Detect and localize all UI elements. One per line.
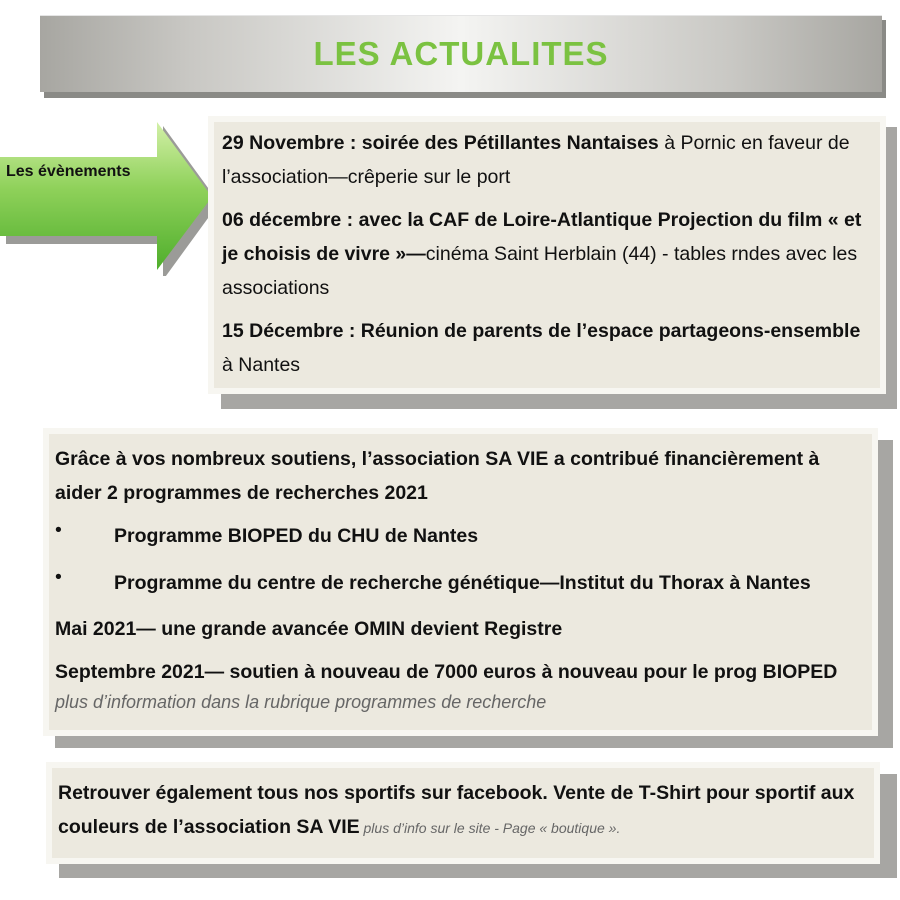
event-item: 15 Décembre : Réunion de parents de l’espace partageons-ensemble à Nantes — [222, 320, 861, 376]
research-intro: Grâce à vos nombreux soutiens, l’association SA VIE a contribué financièrement à aider 2 programmes de recherches 2021 — [55, 448, 820, 504]
list-item: • Programme du centre de recherche génétique—Institut du Thorax à Nantes — [55, 566, 864, 600]
research-mai: Mai 2021— une grande avancée OMIN devient Registre — [55, 618, 563, 640]
list-item: • Programme BIOPED du CHU de Nantes — [55, 519, 864, 553]
research-septembre: Septembre 2021— soutien à nouveau de 7000 euros à nouveau pour le prog BIOPED — [55, 661, 838, 683]
research-note: plus d’information dans la rubrique programmes de recherche — [55, 692, 547, 712]
facebook-box — [46, 762, 880, 864]
facebook-text: Retrouver également tous nos sportifs sur facebook. Vente de T-Shirt pour sportif aux couleurs de l’association SA VIE plus d’info sur le site - Page « boutique ». — [58, 782, 855, 838]
event-item: 29 Novembre : soirée des Pétillantes Nantaises à Pornic en faveur de l’association—crêperie sur le port — [222, 132, 850, 188]
page-title: LES ACTUALITES — [313, 35, 609, 72]
events-arrow-icon — [0, 122, 216, 276]
bullet-icon: • — [55, 566, 62, 588]
bullet-icon: • — [55, 519, 62, 541]
header-banner — [40, 15, 882, 92]
events-arrow-label: Les évènements — [6, 163, 131, 180]
event-item: 06 décembre : avec la CAF de Loire-Atlantique Projection du film « et je choisis de vivre »—cinéma Saint Herblain (44) - tables rndes avec les associations — [222, 209, 862, 299]
events-box — [208, 116, 886, 394]
research-box — [43, 428, 878, 736]
